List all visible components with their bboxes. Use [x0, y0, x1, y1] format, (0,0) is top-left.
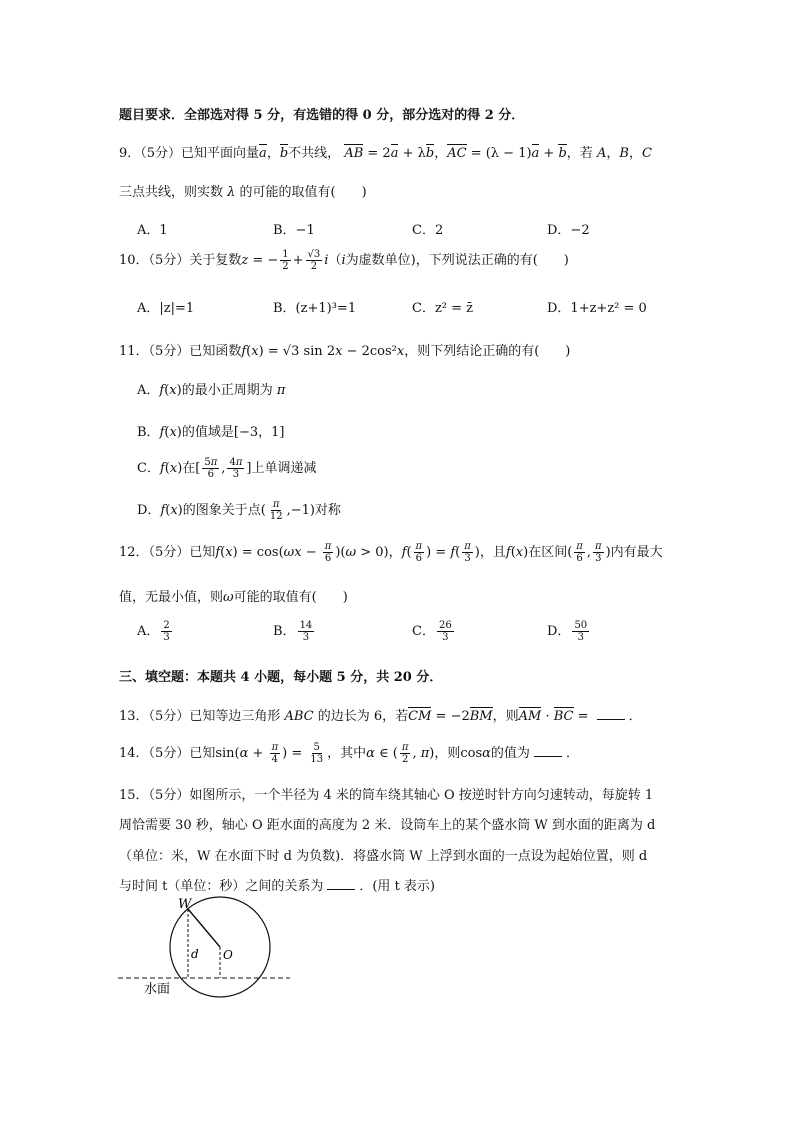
q10-option-c[interactable]: C．z² = z̄ — [412, 301, 474, 316]
q12-option-c[interactable]: C． $\frac{26}{3}$ — [412, 620, 452, 643]
question-9-line1: 9．（5分）已知平面向量a，b不共线， AB = 2a + λb，AC = (λ − 1)a + b，若 A，B，C — [119, 146, 652, 161]
section-3-heading: 三、填空题：本题共 4 小题，每小题 5 分，共 20 分． — [119, 670, 443, 685]
radius-ow — [188, 909, 220, 947]
answer-blank-15[interactable] — [327, 879, 355, 890]
label-o: O — [223, 948, 233, 962]
q9-option-c[interactable]: C．2 — [412, 223, 444, 238]
question-11-line: 11．（5分）已知函数f(x) = √3 sin 2x − 2cos²x，则下列结论正确的有( ) — [119, 344, 571, 359]
answer-blank-14[interactable] — [534, 746, 562, 757]
question-15-line2: 周恰需要 30 秒，轴心 O 距水面的高度为 2 米．设筒车上的某个盛水筒 W 到水面的距离为 d — [119, 818, 656, 833]
q9-option-a[interactable]: A．1 — [137, 223, 168, 238]
question-10-line: 10．（5分）关于复数z = − $\frac{1}{2}$ + $\frac{√3}{2}$ i（i为虚数单位)，下列说法正确的有( ) — [119, 249, 569, 272]
q11-option-b[interactable]: B．f(x)的值域是[−3，1] — [137, 425, 285, 440]
q11-option-c[interactable]: C．f(x)在[ $\frac{5\pi}{6}$ , $\frac{4\pi}{3}$ ]上单调递减 — [137, 457, 317, 480]
q9-option-b[interactable]: B．−1 — [273, 223, 315, 238]
answer-blank-13[interactable] — [597, 709, 625, 720]
q10-option-a[interactable]: A．|z|=1 — [137, 301, 195, 316]
label-water: 水面 — [144, 982, 171, 997]
q12-option-b[interactable]: B． $\frac{14}{3}$ — [273, 620, 313, 643]
question-14-line: 14．（5分）已知sin(α + $\frac{\pi}{4}$ ) = $\frac{5}{13}$ ，其中α ∈ ( $\frac{\pi}{2}$ , π)，则cosα的值为 ． — [119, 742, 579, 765]
header-note: 题目要求．全部选对得 5 分，有选错的得 0 分，部分选对的得 2 分． — [119, 108, 525, 123]
water-wheel-figure — [110, 892, 300, 1002]
label-d: d — [191, 947, 199, 961]
question-15-line1: 15．（5分）如图所示，一个半径为 4 米的筒车绕其轴心 O 按逆时针方向匀速转动，每旋转 1 — [119, 788, 654, 803]
question-15-line3: （单位：米，W 在水面下时 d 为负数)．将盛水筒 W 上浮到水面的一点设为起始位置，则 d — [119, 849, 648, 864]
q12-option-a[interactable]: A． $\frac{2}{3}$ — [137, 620, 170, 643]
q11-option-d[interactable]: D．f(x)的图象关于点( $\frac{\pi}{12}$ ,−1)对称 — [137, 499, 341, 522]
question-12-line1: 12．（5分）已知f(x) = cos(ωx − $\frac{\pi}{6}$ )(ω > 0)，f( $\frac{\pi}{6}$ ) = f( $\frac{\pi}{3}$ )，且f(x)在区间( $\frac{\pi}{6}$ , $\frac{\pi}{3}$ )内有最大 — [119, 541, 663, 564]
label-w: W — [178, 897, 192, 912]
question-13-line: 13．（5分）已知等边三角形 ABC 的边长为 6，若CM = −2BM，则AM · BC = ． — [119, 709, 642, 724]
q10-option-b[interactable]: B．(z+1)³=1 — [273, 301, 357, 316]
q12-option-d[interactable]: D． $\frac{50}{3}$ — [547, 620, 588, 643]
q9-option-d[interactable]: D．−2 — [547, 223, 590, 238]
question-12-line2: 值，无最小值，则ω可能的取值有( ) — [119, 590, 348, 605]
question-9-line2: 三点共线，则实数 λ 的可能的取值有( ) — [119, 185, 367, 200]
question-15-line4: 与时间 t（单位：秒）之间的关系为 ．(用 t 表示) — [119, 879, 435, 894]
q11-option-a[interactable]: A．f(x)的最小正周期为 π — [137, 383, 286, 398]
q10-option-d[interactable]: D．1+z+z² = 0 — [547, 301, 647, 316]
